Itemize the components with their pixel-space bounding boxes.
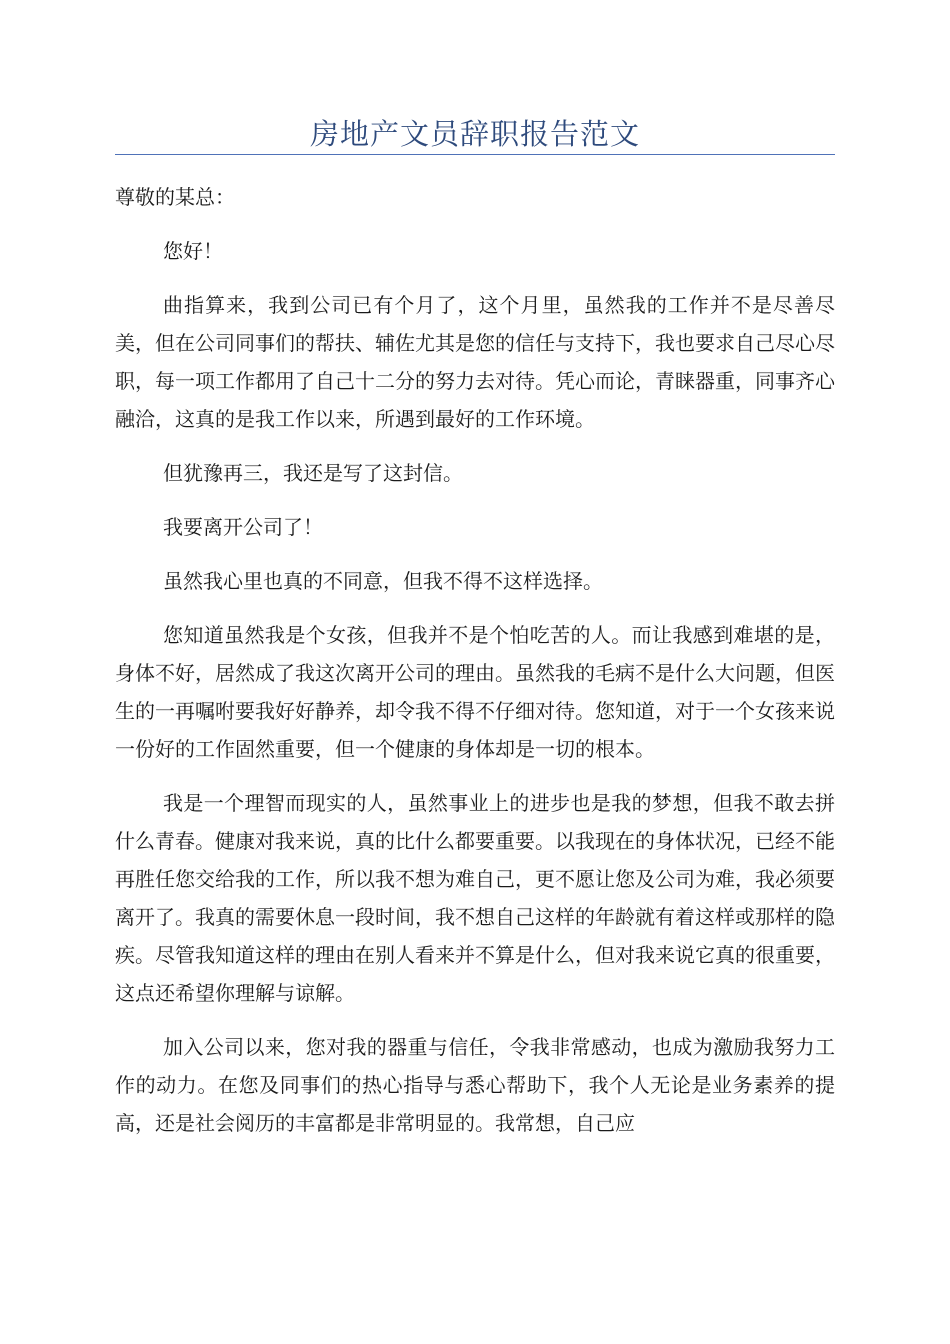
paragraph: 但犹豫再三，我还是写了这封信。 [163,461,463,485]
paragraph: 虽然我心里也真的不同意，但我不得不这样选择。 [163,569,603,593]
paragraph: 曲指算来，我到公司已有个月了，这个月里，虽然我的工作并不是尽善尽美，但在公司同事们的帮扶、辅佐尤其是您的信任与支持下，我也要求自己尽心尽职，每一项工作都用了自己十二分的努力去对待。凭心而论，青睐器重，同事齐心融洽，这真的是我工作以来，所遇到最好的工作环境。 [115,293,835,431]
paragraph: 加入公司以来，您对我的器重与信任，令我非常感动，也成为激励我努力工作的动力。在您及同事们的热心指导与悉心帮助下，我个人无论是业务素养的提高，还是社会阅历的丰富都是非常明显的。我常想，自己应 [115,1035,835,1135]
paragraph: 我要离开公司了！ [163,515,323,539]
title-underline [115,154,835,155]
paragraph: 我是一个理智而现实的人，虽然事业上的进步也是我的梦想，但我不敢去拼什么青春。健康对我来说，真的比什么都要重要。以我现在的身体状况，已经不能再胜任您交给我的工作，所以我不想为难自己，更不愿让您及公司为难，我必须要离开了。我真的需要休息一段时间，我不想自己这样的年龄就有着这样或那样的隐疾。尽管我知道这样的理由在别人看来并不算是什么，但对我来说它真的很重要，这点还希望你理解与谅解。 [115,791,835,1005]
salutation: 尊敬的某总： [115,185,235,209]
letter-body [115,178,835,1158]
paragraph-greeting: 您好！ [163,239,223,263]
document-title: 房地产文员辞职报告范文 [309,117,640,151]
paragraph: 您知道虽然我是个女孩，但我并不是个怕吃苦的人。而让我感到难堪的是，身体不好，居然成了我这次离开公司的理由。虽然我的毛病不是什么大问题，但医生的一再嘱咐要我好好静养，却令我不得不仔细对待。您知道，对于一个女孩来说一份好的工作固然重要，但一个健康的身体却是一切的根本。 [115,623,835,761]
